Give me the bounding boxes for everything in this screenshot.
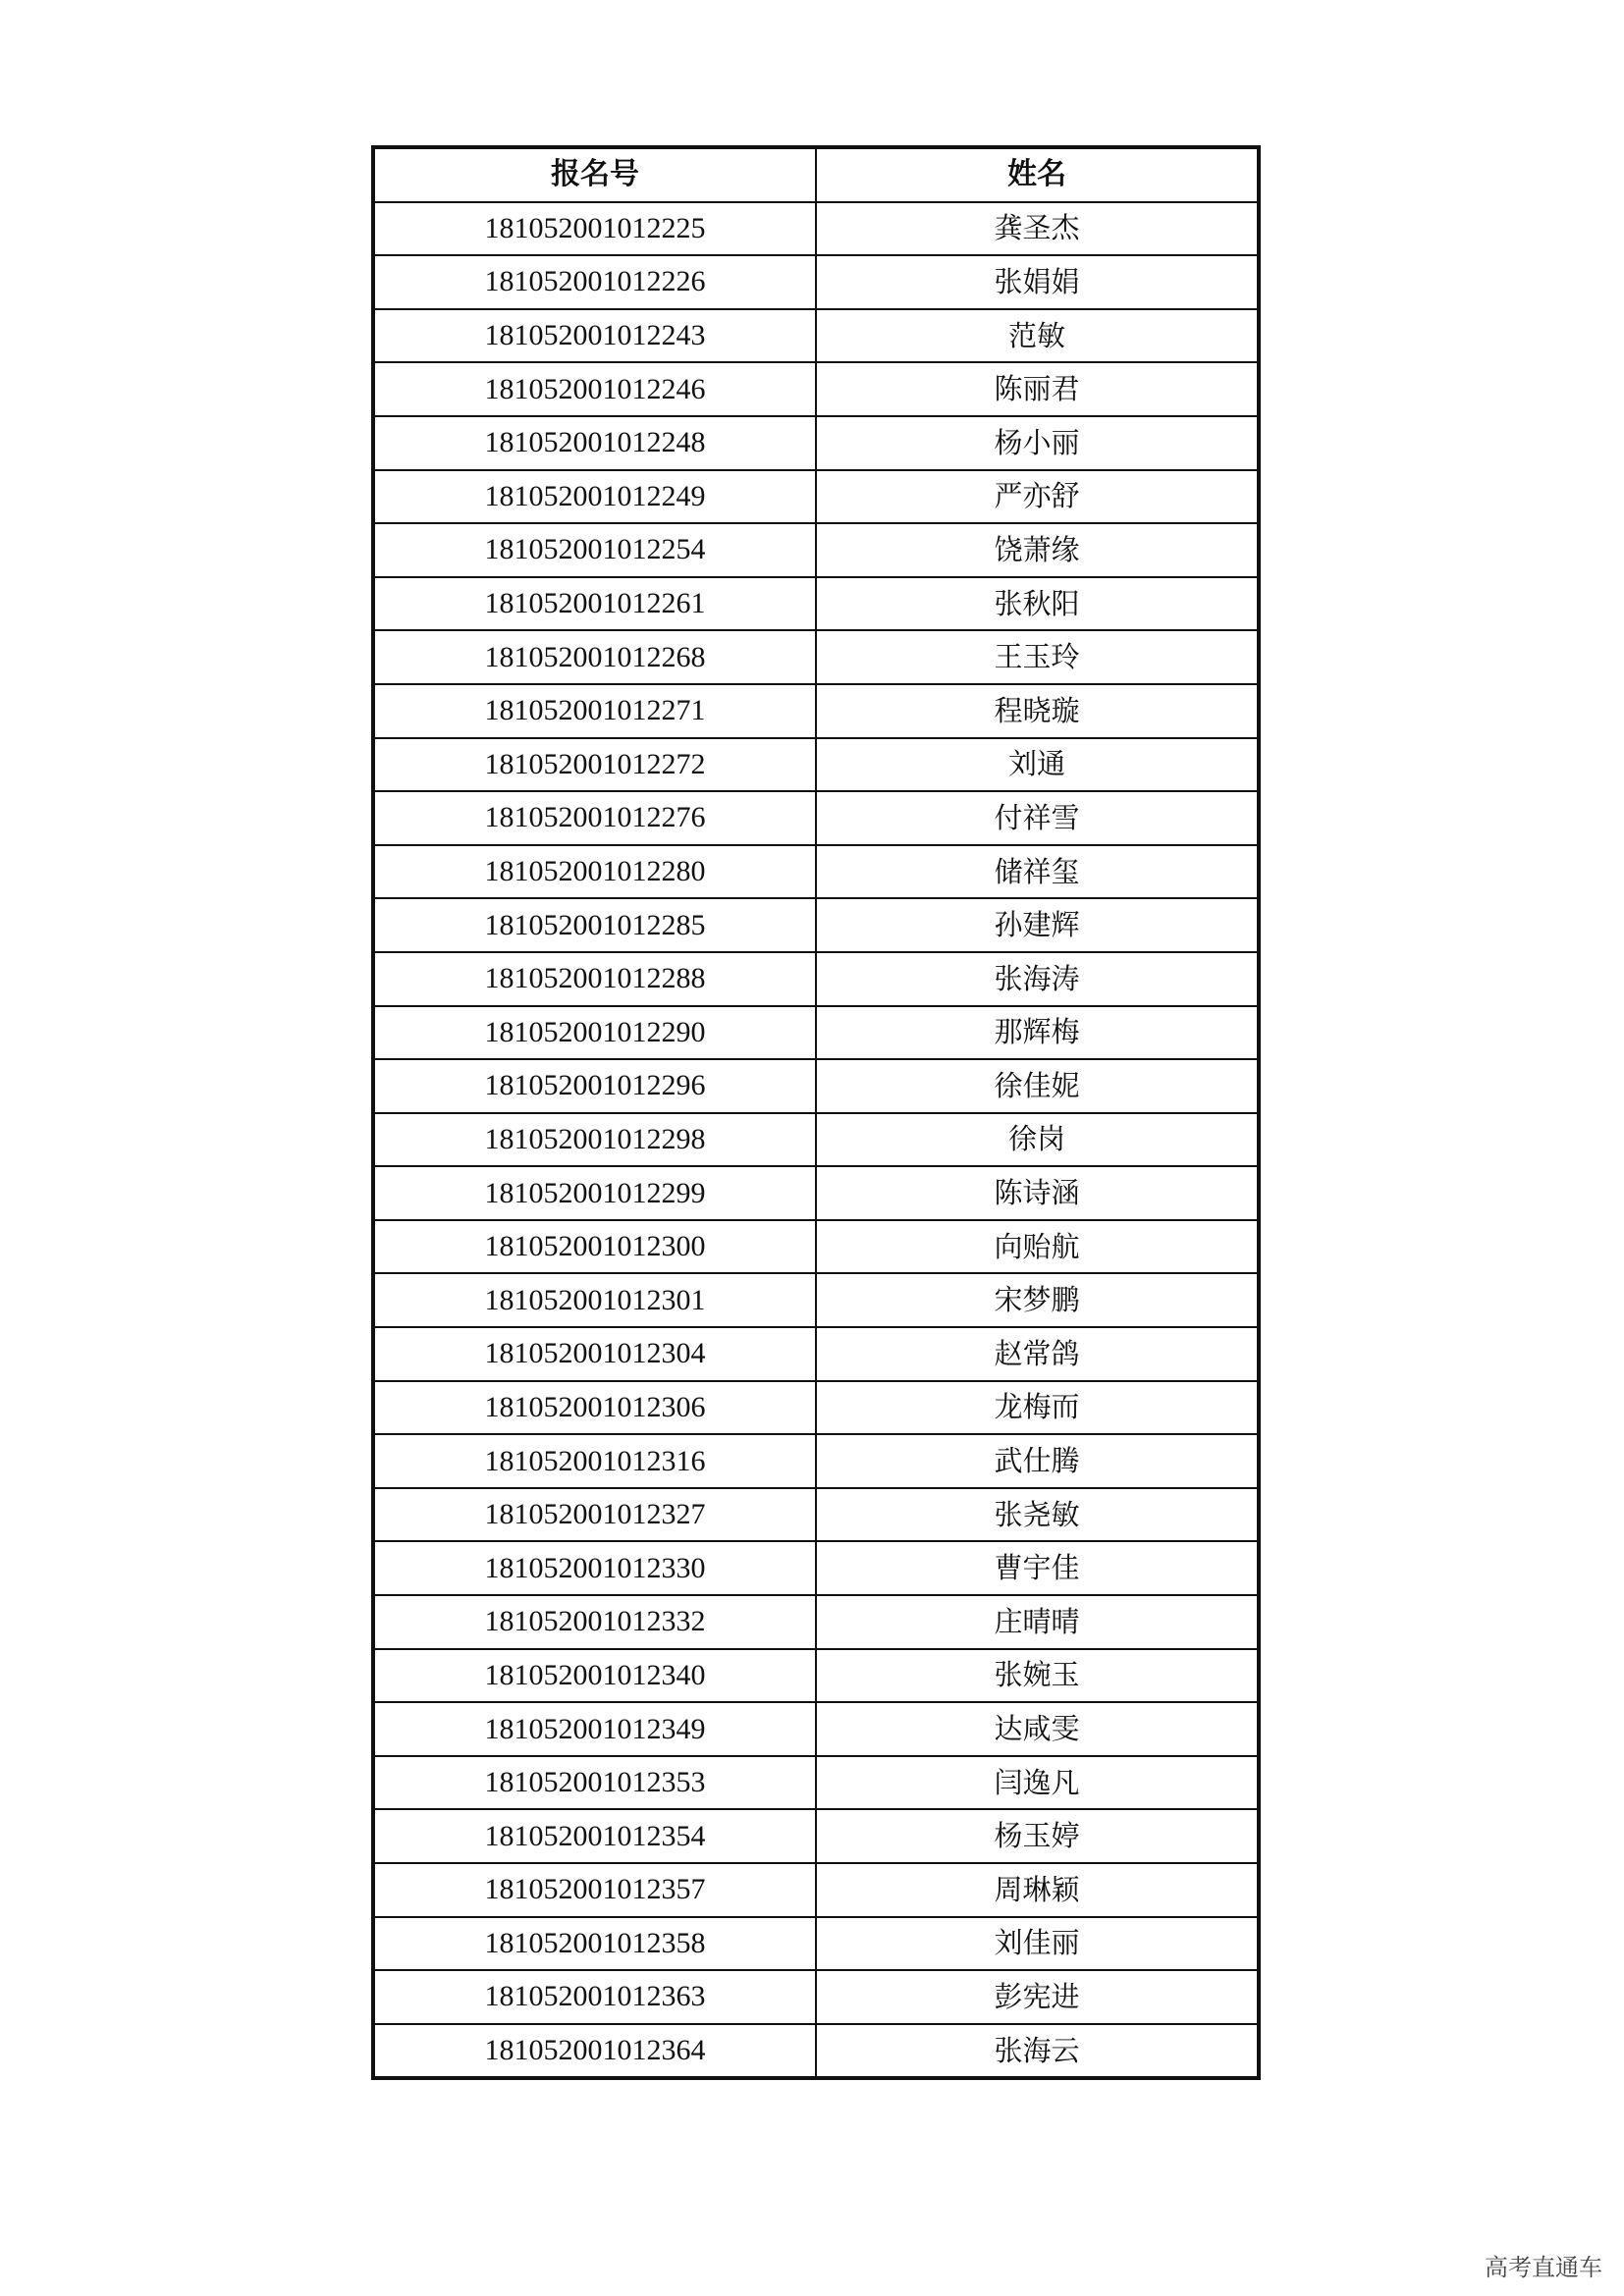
table-row xyxy=(374,1381,1258,1435)
table-row xyxy=(374,1649,1258,1703)
name-cell: 杨小丽 xyxy=(816,416,1258,470)
name-cell: 龚圣杰 xyxy=(816,202,1258,256)
name-cell: 程晓璇 xyxy=(816,684,1258,738)
table-row xyxy=(374,470,1258,524)
registration-number-cell: 181052001012271 xyxy=(374,684,816,738)
registration-number-cell: 181052001012249 xyxy=(374,470,816,524)
table-row xyxy=(374,1756,1258,1810)
watermark: 高考直通车 xyxy=(1479,2246,1608,2284)
name-cell: 那辉梅 xyxy=(816,1006,1258,1060)
table-row xyxy=(374,738,1258,792)
table-row xyxy=(374,898,1258,952)
table-row xyxy=(374,1970,1258,2024)
registration-number-cell: 181052001012290 xyxy=(374,1006,816,1060)
registration-number-cell: 181052001012330 xyxy=(374,1541,816,1595)
name-cell: 宋梦鹏 xyxy=(816,1273,1258,1327)
registration-number-cell: 181052001012349 xyxy=(374,1702,816,1756)
table-row xyxy=(374,1917,1258,1971)
name-cell: 张秋阳 xyxy=(816,577,1258,631)
name-cell: 张海涛 xyxy=(816,952,1258,1006)
registration-number-cell: 181052001012300 xyxy=(374,1220,816,1274)
name-cell: 彭宪进 xyxy=(816,1970,1258,2024)
registration-number-cell: 181052001012288 xyxy=(374,952,816,1006)
name-cell: 庄晴晴 xyxy=(816,1595,1258,1649)
table-row xyxy=(374,1113,1258,1167)
registration-number-cell: 181052001012332 xyxy=(374,1595,816,1649)
name-cell: 范敏 xyxy=(816,309,1258,363)
name-cell: 赵常鸽 xyxy=(816,1327,1258,1381)
table-row xyxy=(374,416,1258,470)
table-row xyxy=(374,1059,1258,1113)
registration-number-cell: 181052001012353 xyxy=(374,1756,816,1810)
table-row xyxy=(374,362,1258,416)
table-row xyxy=(374,1006,1258,1060)
table-row xyxy=(374,1702,1258,1756)
table-row xyxy=(374,1434,1258,1488)
name-cell: 张娟娟 xyxy=(816,255,1258,309)
table-row xyxy=(374,1273,1258,1327)
table-row xyxy=(374,845,1258,899)
registration-number-cell: 181052001012354 xyxy=(374,1809,816,1863)
name-cell: 付祥雪 xyxy=(816,791,1258,845)
name-cell: 孙建辉 xyxy=(816,898,1258,952)
table-row xyxy=(374,1166,1258,1220)
table-row xyxy=(374,1809,1258,1863)
name-cell: 龙梅而 xyxy=(816,1381,1258,1435)
registration-number-cell: 181052001012299 xyxy=(374,1166,816,1220)
registration-number-cell: 181052001012301 xyxy=(374,1273,816,1327)
roster-table xyxy=(373,147,1259,2078)
table-row xyxy=(374,577,1258,631)
registration-number-cell: 181052001012226 xyxy=(374,255,816,309)
name-cell: 刘佳丽 xyxy=(816,1917,1258,1971)
table-row xyxy=(374,309,1258,363)
registration-number-cell: 181052001012248 xyxy=(374,416,816,470)
name-cell: 达咸雯 xyxy=(816,1702,1258,1756)
table-row xyxy=(374,1863,1258,1917)
table-row xyxy=(374,1541,1258,1595)
registration-number-cell: 181052001012358 xyxy=(374,1917,816,1971)
table-row xyxy=(374,1595,1258,1649)
name-cell: 向贻航 xyxy=(816,1220,1258,1274)
registration-number-cell: 181052001012261 xyxy=(374,577,816,631)
name-cell: 刘通 xyxy=(816,738,1258,792)
table-row xyxy=(374,523,1258,577)
registration-number-cell: 181052001012296 xyxy=(374,1059,816,1113)
name-cell: 武仕腾 xyxy=(816,1434,1258,1488)
name-cell: 张海云 xyxy=(816,2024,1258,2078)
registration-number-cell: 181052001012298 xyxy=(374,1113,816,1167)
name-cell: 张婉玉 xyxy=(816,1649,1258,1703)
table-row xyxy=(374,255,1258,309)
registration-number-cell: 181052001012254 xyxy=(374,523,816,577)
registration-number-cell: 181052001012225 xyxy=(374,202,816,256)
registration-number-cell: 181052001012304 xyxy=(374,1327,816,1381)
registration-number-cell: 181052001012327 xyxy=(374,1488,816,1542)
name-cell: 陈诗涵 xyxy=(816,1166,1258,1220)
name-cell: 陈丽君 xyxy=(816,362,1258,416)
registration-number-cell: 181052001012363 xyxy=(374,1970,816,2024)
name-cell: 周琳颖 xyxy=(816,1863,1258,1917)
table-body xyxy=(374,202,1258,2078)
table-row xyxy=(374,1220,1258,1274)
name-cell: 徐佳妮 xyxy=(816,1059,1258,1113)
registration-number-cell: 181052001012357 xyxy=(374,1863,816,1917)
table-row xyxy=(374,952,1258,1006)
table-row xyxy=(374,2024,1258,2078)
name-cell: 王玉玲 xyxy=(816,630,1258,684)
registration-number-cell: 181052001012306 xyxy=(374,1381,816,1435)
name-cell: 闫逸凡 xyxy=(816,1756,1258,1810)
table-row xyxy=(374,202,1258,256)
name-cell: 徐岗 xyxy=(816,1113,1258,1167)
name-cell: 杨玉婷 xyxy=(816,1809,1258,1863)
column-header-name: 姓名 xyxy=(816,148,1258,202)
table-row xyxy=(374,684,1258,738)
registration-number-cell: 181052001012364 xyxy=(374,2024,816,2078)
registration-number-cell: 181052001012340 xyxy=(374,1649,816,1703)
name-cell: 储祥玺 xyxy=(816,845,1258,899)
table-row xyxy=(374,1327,1258,1381)
registration-number-cell: 181052001012285 xyxy=(374,898,816,952)
registration-number-cell: 181052001012243 xyxy=(374,309,816,363)
name-cell: 曹宇佳 xyxy=(816,1541,1258,1595)
name-cell: 饶萧缘 xyxy=(816,523,1258,577)
registration-number-cell: 181052001012276 xyxy=(374,791,816,845)
registration-number-cell: 181052001012268 xyxy=(374,630,816,684)
registration-number-cell: 181052001012272 xyxy=(374,738,816,792)
registration-number-cell: 181052001012316 xyxy=(374,1434,816,1488)
name-cell: 张尧敏 xyxy=(816,1488,1258,1542)
roster-table-container xyxy=(373,147,1257,2078)
table-row xyxy=(374,791,1258,845)
registration-number-cell: 181052001012280 xyxy=(374,845,816,899)
table-header-row xyxy=(374,148,1258,202)
table-row xyxy=(374,630,1258,684)
column-header-registration-number: 报名号 xyxy=(374,148,816,202)
name-cell: 严亦舒 xyxy=(816,470,1258,524)
registration-number-cell: 181052001012246 xyxy=(374,362,816,416)
table-row xyxy=(374,1488,1258,1542)
